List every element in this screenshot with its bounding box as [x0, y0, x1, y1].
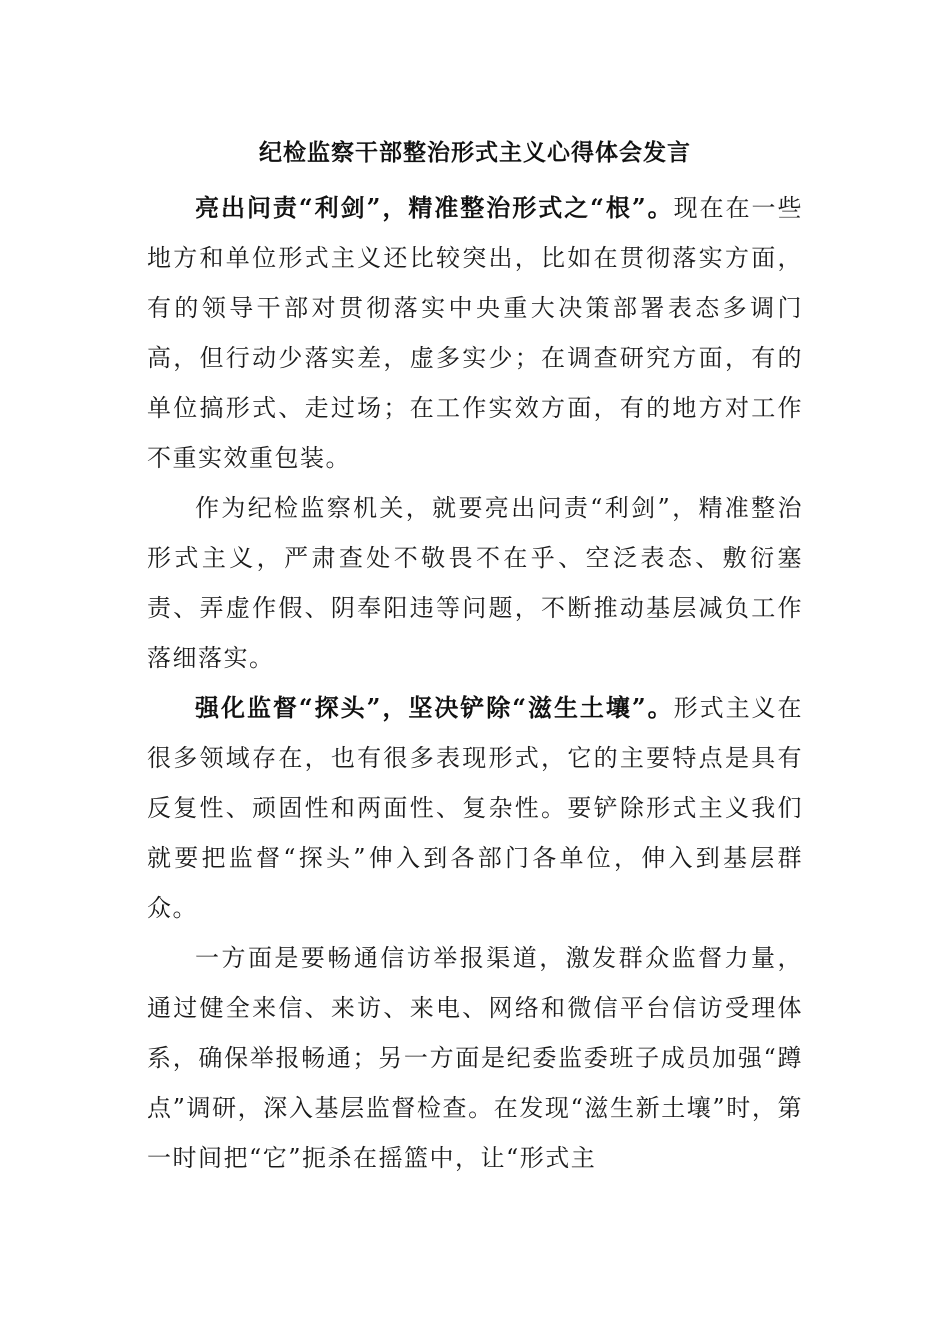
paragraph-2-text: 作为纪检监察机关，就要亮出问责“利剑”，精准整治形式主义，严肃查处不敬畏不在乎、空泛表态、敷衍塞责、弄虚作假、阴奉阳违等问题，不断推动基层减负工作落细落实。 — [147, 494, 803, 672]
paragraph-4 — [147, 933, 803, 1183]
paragraph-3 — [147, 683, 803, 933]
paragraph-4-text: 一方面是要畅通信访举报渠道，激发群众监督力量，通过健全来信、来访、来电、网络和微信平台信访受理体系，确保举报畅通；另一方面是纪委监委班子成员加强“蹲点”调研，深入基层监督检查。在发现“滋生新土壤”时，第一时间把“它”扼杀在摇篮中，让“形式主 — [147, 944, 803, 1172]
paragraph-1-lead: 亮出问责“利剑”，精准整治形式之“根”。 — [195, 193, 674, 222]
paragraph-3-text: 形式主义在很多领域存在，也有很多表现形式，它的主要特点是具有反复性、顽固性和两面性、复杂性。要铲除形式主义我们就要把监督“探头”伸入到各部门各单位，伸入到基层群众。 — [147, 694, 804, 922]
paragraph-2 — [147, 483, 803, 683]
paragraph-3-lead: 强化监督“探头”，坚决铲除“滋生土壤”。 — [195, 693, 674, 722]
document-body — [147, 183, 803, 1183]
document-title: 纪检监察干部整治形式主义心得体会发言 — [259, 139, 691, 166]
paragraph-1 — [147, 183, 803, 483]
paragraph-1-text: 现在在一些地方和单位形式主义还比较突出，比如在贯彻落实方面，有的领导干部对贯彻落实中央重大决策部署表态多调门高，但行动少落实差，虚多实少；在调查研究方面，有的单位搞形式、走过场；在工作实效方面，有的地方对工作不重实效重包装。 — [147, 194, 804, 472]
